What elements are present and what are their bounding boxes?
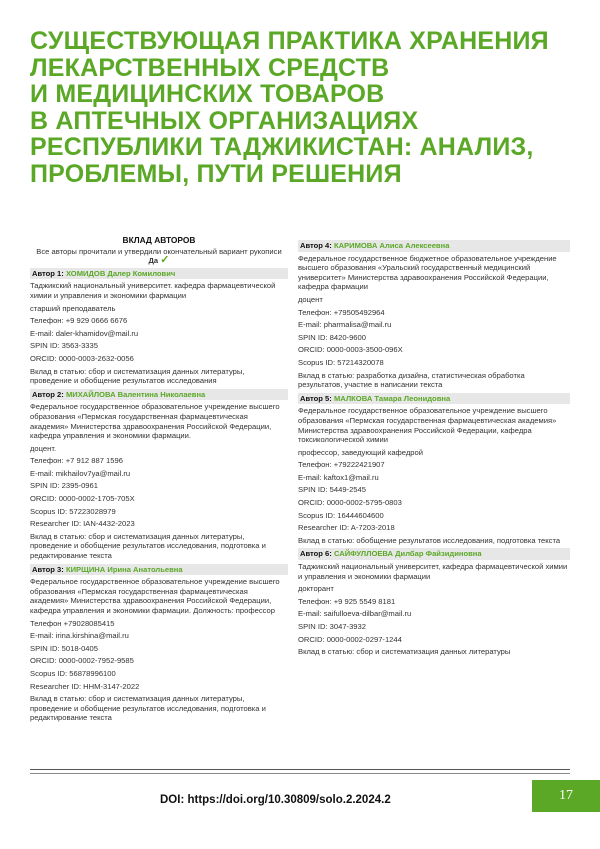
author-label: Автор 2: [32, 389, 64, 399]
author-detail-line: ORCID: 0000-0003-3500-096X [298, 345, 403, 355]
author-block [30, 564, 288, 723]
author-heading [298, 240, 570, 252]
author-detail-line: E-mail: saifulloeva-dilbar@mail.ru [298, 609, 412, 619]
author-detail-line: SPIN ID: 5449-2545 [298, 485, 366, 495]
author-detail-line: Телефон: +9 929 0666 6676 [30, 316, 128, 326]
contribution-agreed [30, 256, 288, 266]
agreed-label: Да [148, 256, 159, 266]
author-label: Автор 1: [32, 268, 64, 278]
author-heading [30, 268, 288, 280]
contribution-note: Все авторы прочитали и утвердили окончательный вариант рукописи [36, 246, 282, 256]
author-name: МИХАЙЛОВА Валентина Николаевна [65, 389, 206, 399]
author-detail-line: ORCID: 0000-0002-1705-705X [30, 494, 135, 504]
author-detail-line: Scopus ID: 57223028979 [30, 506, 116, 516]
footer-divider-thin [30, 773, 570, 774]
author-detail-line: E-mail: irina.kirshina@mail.ru [30, 631, 129, 641]
author-detail-line: ORCID: 0000-0002-5795-0803 [298, 498, 402, 508]
author-block [30, 268, 288, 386]
author-label: Автор 3: [32, 564, 64, 574]
author-detail-line: Таджикский национальный университет. кафедра фармацевтической химии и управления и экономики фармации [30, 281, 276, 300]
author-heading [30, 564, 288, 576]
author-detail-line: Федеральное государственное образовательное учреждение высшего образования «Пермская государственная фармацевтическая академия» Министерства здравоохранения Российской Федерации, кафедра управления и экономики фармации. [30, 402, 280, 441]
author-block [30, 389, 288, 561]
author-heading [298, 548, 570, 560]
author-detail-line: Телефон: +7 912 887 1596 [30, 456, 123, 466]
author-detail-line: Телефон: +9 925 5549 8181 [298, 596, 396, 606]
author-block [298, 393, 570, 546]
title-line: СУЩЕСТВУЮЩАЯ ПРАКТИКА ХРАНЕНИЯ [30, 27, 549, 55]
author-name: МАЛКОВА Тамара Леонидовна [333, 393, 451, 403]
author-label: Автор 4: [300, 241, 332, 250]
author-detail-line: Scopus ID: 16444604600 [298, 510, 384, 520]
author-detail-line: доцент. [30, 443, 57, 453]
author-detail-line: Федеральное государственное образовательное учреждение высшего образования «Пермская государственная фармацевтическая академия» Министерства здравоохранения Российской Федерации, кафедра токсикологической химии [298, 406, 557, 445]
author-detail-line: E-mail: daler-khamidov@mail.ru [30, 328, 139, 338]
right-authors-list [298, 240, 570, 657]
author-detail-line: Вклад в статью: сбор и систематизация данных литературы, проведение и обобщение результатов исследования, подготовка и редактирование текста [30, 531, 266, 561]
author-detail-line: Федеральное государственное образовательное учреждение высшего образования «Пермская государственная фармацевтическая академия» Министерства здравоохранения Российской Федерации, кафедра управления и экономики фармации. Должность: профессор [30, 577, 280, 615]
author-detail-line: доцент [298, 294, 323, 304]
author-detail-line: старший преподаватель [30, 303, 116, 313]
author-detail-line: Researcher ID: A-7203-2018 [298, 523, 395, 533]
footer-divider [30, 769, 570, 770]
author-heading [30, 389, 288, 401]
authors-column-left [30, 236, 288, 726]
author-detail-line: Таджикский национальный университет, кафедра фармацевтической химии и управления и экономики фармации [298, 562, 568, 581]
author-detail-line: SPIN ID: 3047-3932 [298, 622, 366, 631]
author-detail-line: Вклад в статью: сбор и систематизация данных литературы, проведение и обобщение результатов исследования [30, 366, 245, 386]
author-name: ХОМИДОВ Далер Комилович [65, 268, 176, 278]
author-detail-line: ORCID: 0000-0002-7952-9585 [30, 656, 134, 666]
author-name: КАРИМОВА Алиса Алексеевна [333, 241, 450, 250]
left-authors-list [30, 268, 288, 723]
title-line: В АПТЕЧНЫХ ОРГАНИЗАЦИЯХ [30, 106, 419, 135]
author-detail-line: Телефон: +79505492964 [298, 307, 385, 317]
title-line: И МЕДИЦИНСКИХ ТОВАРОВ [30, 80, 385, 108]
author-name: САЙФУЛЛОЕВА Дилбар Файзидиновна [333, 549, 482, 559]
author-block [298, 240, 570, 390]
contribution-heading: ВКЛАД АВТОРОВ [122, 235, 196, 245]
author-detail-line: Researcher ID: IAN-4432-2023 [30, 519, 135, 529]
author-detail-line: Телефон: +79222421907 [298, 460, 385, 470]
author-detail-line: SPIN ID: 3563-3335 [30, 341, 98, 351]
author-detail-line: SPIN ID: 2395-0961 [30, 481, 98, 491]
checkmark-icon: ✓ [160, 254, 170, 267]
author-label: Автор 6: [300, 549, 332, 559]
author-detail-line: ORCID: 0000-0003-2632-0056 [30, 353, 134, 363]
author-name: КИРЩИНА Ирина Анатольевна [65, 564, 183, 574]
author-detail-line: SPIN ID: 5018-0405 [30, 643, 98, 653]
author-detail-line: профессор, заведующий кафедрой [298, 447, 423, 457]
author-detail-line: докторант [298, 584, 334, 594]
author-label: Автор 5: [300, 393, 332, 403]
title-line: ЛЕКАРСТВЕННЫХ СРЕДСТВ [30, 53, 390, 82]
author-detail-line: Scopus ID: 56878996100 [30, 668, 116, 678]
author-detail-line: Вклад в статью: обобщение результатов исследования, подготовка текста [298, 535, 561, 545]
author-detail-line: Scopus ID: 57214320078 [298, 357, 384, 367]
article-title [30, 28, 570, 187]
doi-link[interactable]: DOI: https://doi.org/10.30809/solo.2.2024.2 [160, 794, 391, 806]
author-detail-line: Researcher ID: HHM-3147-2022 [30, 681, 140, 691]
author-detail-line: Вклад в статью: сбор и систематизация данных литературы [298, 647, 511, 657]
author-detail-line: Вклад в статью: сбор и систематизация данных литературы, проведение и обобщение результатов исследования, подготовка и редактирование текста [30, 694, 266, 723]
author-detail-line: SPIN ID: 8420-9600 [298, 332, 366, 342]
page-number: 17 [532, 780, 600, 812]
author-detail-line: E-mail: pharmalisa@mail.ru [298, 320, 392, 330]
authors-column-right [298, 240, 570, 660]
author-detail-line: E-mail: mikhailov7ya@mail.ru [30, 468, 131, 478]
author-detail-line: E-mail: kaftox1@mail.ru [298, 472, 379, 482]
title-line: ПРОБЛЕМЫ, ПУТИ РЕШЕНИЯ [30, 159, 402, 188]
author-detail-line: Вклад в статью: разработка дизайна, статистическая обработка результатов, участие в написании текста [298, 370, 525, 390]
title-line: РЕСПУБЛИКИ ТАДЖИКИСТАН: АНАЛИЗ, [30, 133, 534, 161]
author-detail-line: ORCID: 0000-0002-0297-1244 [298, 634, 402, 644]
author-detail-line: Федеральное государственное бюджетное образовательное учреждение высшего образования «Уральский государственный медицинский университет» Министерства здравоохранения Российской Федерации, кафедра фармации [298, 253, 557, 292]
author-heading [298, 393, 570, 405]
author-detail-line: Телефон +79028085415 [30, 618, 115, 628]
author-block [298, 548, 570, 656]
